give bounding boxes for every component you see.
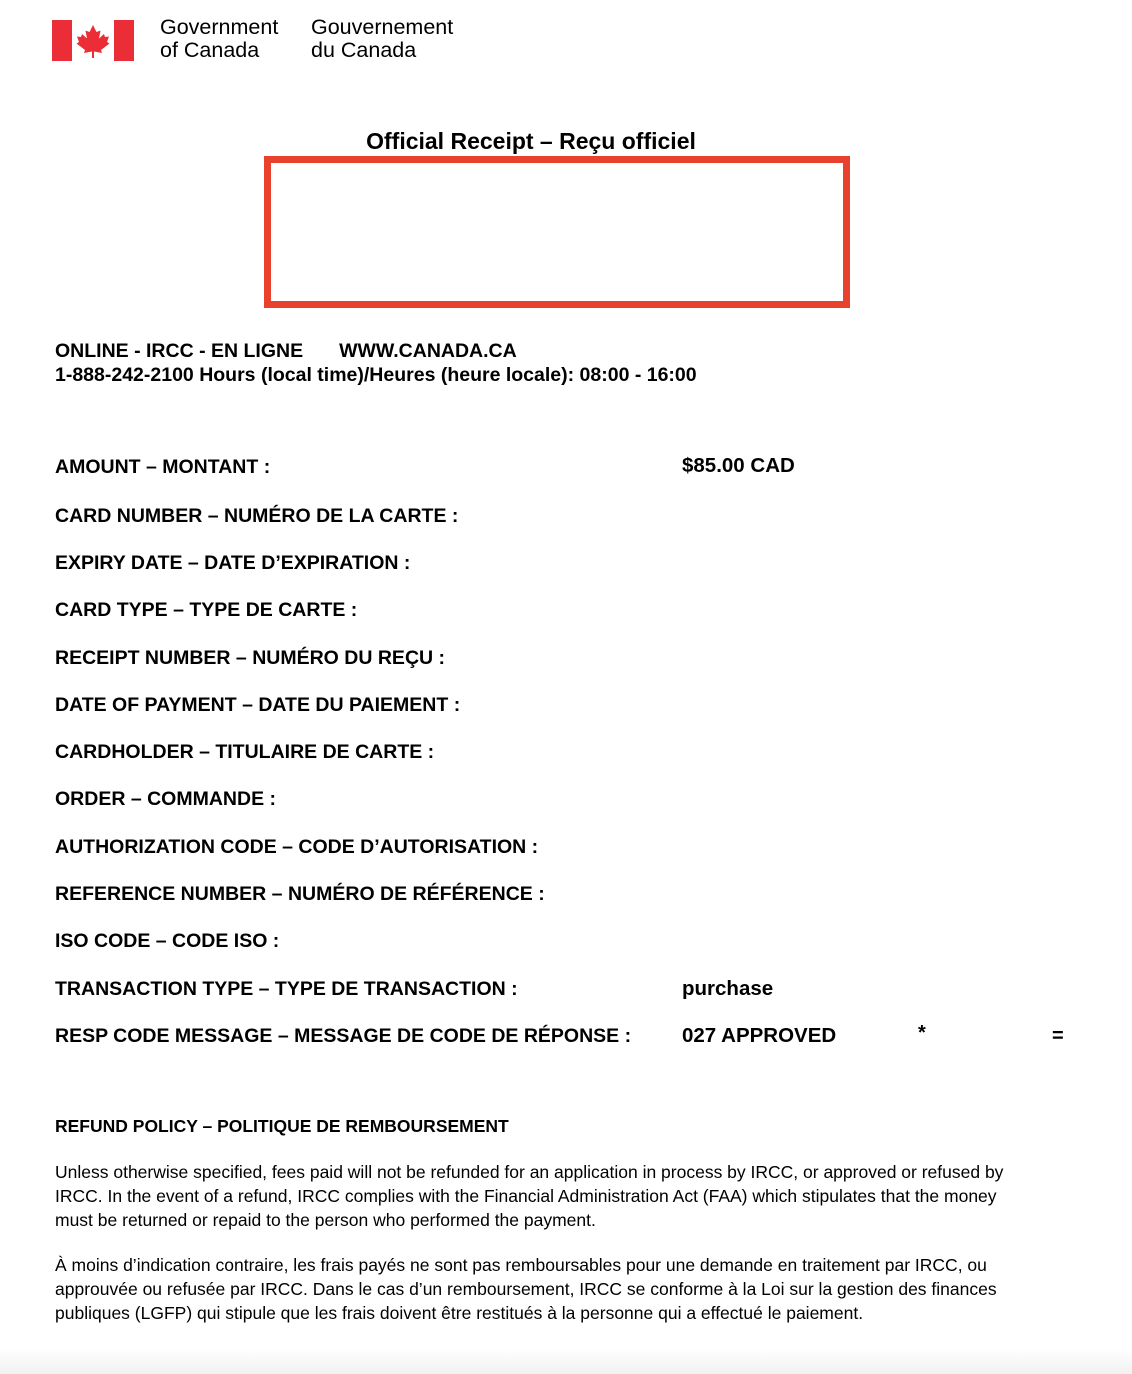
cardholder-label: CARDHOLDER – TITULAIRE DE CARTE : — [55, 741, 435, 763]
transaction-type-label: TRANSACTION TYPE – TYPE DE TRANSACTION : — [55, 978, 518, 1000]
phone-hours: 1-888-242-2100 Hours (local time)/Heures (heure locale): 08:00 - 16:00 — [55, 364, 697, 386]
resp-equals: = — [1052, 1025, 1064, 1047]
canada-url: WWW.CANADA.CA — [339, 340, 517, 362]
transaction-type-value: purchase — [682, 977, 774, 1000]
wordmark-fr-line2: du Canada — [311, 38, 417, 62]
wordmark-en-line1: Government — [160, 15, 279, 39]
order-label: ORDER – COMMANDE : — [55, 788, 277, 810]
refund-policy-en: Unless otherwise specified, fees paid will not be refunded for an application in process by IRCC, or approved or refused by IRCC. In the event of a refund, IRCC complies with the Financial Administration Act (FAA) which stipulates that the money must be returned or repaid to the person who performed the payment. — [55, 1162, 1004, 1230]
contact-info — [55, 339, 697, 387]
resp-code-value: 027 APPROVED — [682, 1024, 837, 1047]
reference-number-label: REFERENCE NUMBER – NUMÉRO DE RÉFÉRENCE : — [55, 883, 545, 905]
resp-star: * — [918, 1022, 926, 1044]
refund-policy-fr: À moins d’indication contraire, les frais payés ne sont pas remboursables pour une demande en traitement par IRCC, ou approuvée ou refusée par IRCC. Dans le cas d’un remboursement, IRCC se conforme à la Loi sur la gestion des finances publiques (LGFP) qui stipule que les frais doivent être restitués à la personne qui a effectué le paiement. — [55, 1255, 997, 1323]
online-label: ONLINE - IRCC - EN LIGNE — [55, 340, 304, 362]
canada-flag-icon — [52, 20, 134, 61]
amount-value: $85.00 CAD — [682, 454, 795, 477]
wordmark-en-line2: of Canada — [160, 38, 260, 62]
wordmark-fr-line1: Gouvernement — [311, 15, 454, 39]
card-type-label: CARD TYPE – TYPE DE CARTE : — [55, 599, 358, 621]
receipt-title: Official Receipt – Reçu officiel — [366, 128, 696, 154]
government-of-canada-wordmark-en — [160, 16, 278, 62]
iso-code-label: ISO CODE – CODE ISO : — [55, 930, 280, 952]
government-of-canada-wordmark-fr — [311, 16, 453, 62]
redaction-box — [264, 156, 850, 308]
resp-code-label: RESP CODE MESSAGE – MESSAGE DE CODE DE RÉPONSE : — [55, 1025, 632, 1047]
date-of-payment-label: DATE OF PAYMENT – DATE DU PAIEMENT : — [55, 694, 461, 716]
refund-policy-title: REFUND POLICY – POLITIQUE DE REMBOURSEMENT — [55, 1116, 509, 1136]
card-number-label: CARD NUMBER – NUMÉRO DE LA CARTE : — [55, 505, 459, 527]
authorization-code-label: AUTHORIZATION CODE – CODE D’AUTORISATION : — [55, 836, 539, 858]
amount-label: AMOUNT – MONTANT : — [55, 456, 271, 478]
page-bottom-shadow — [0, 1348, 1132, 1374]
expiry-date-label: EXPIRY DATE – DATE D’EXPIRATION : — [55, 552, 411, 574]
receipt-number-label: RECEIPT NUMBER – NUMÉRO DU REÇU : — [55, 647, 446, 669]
